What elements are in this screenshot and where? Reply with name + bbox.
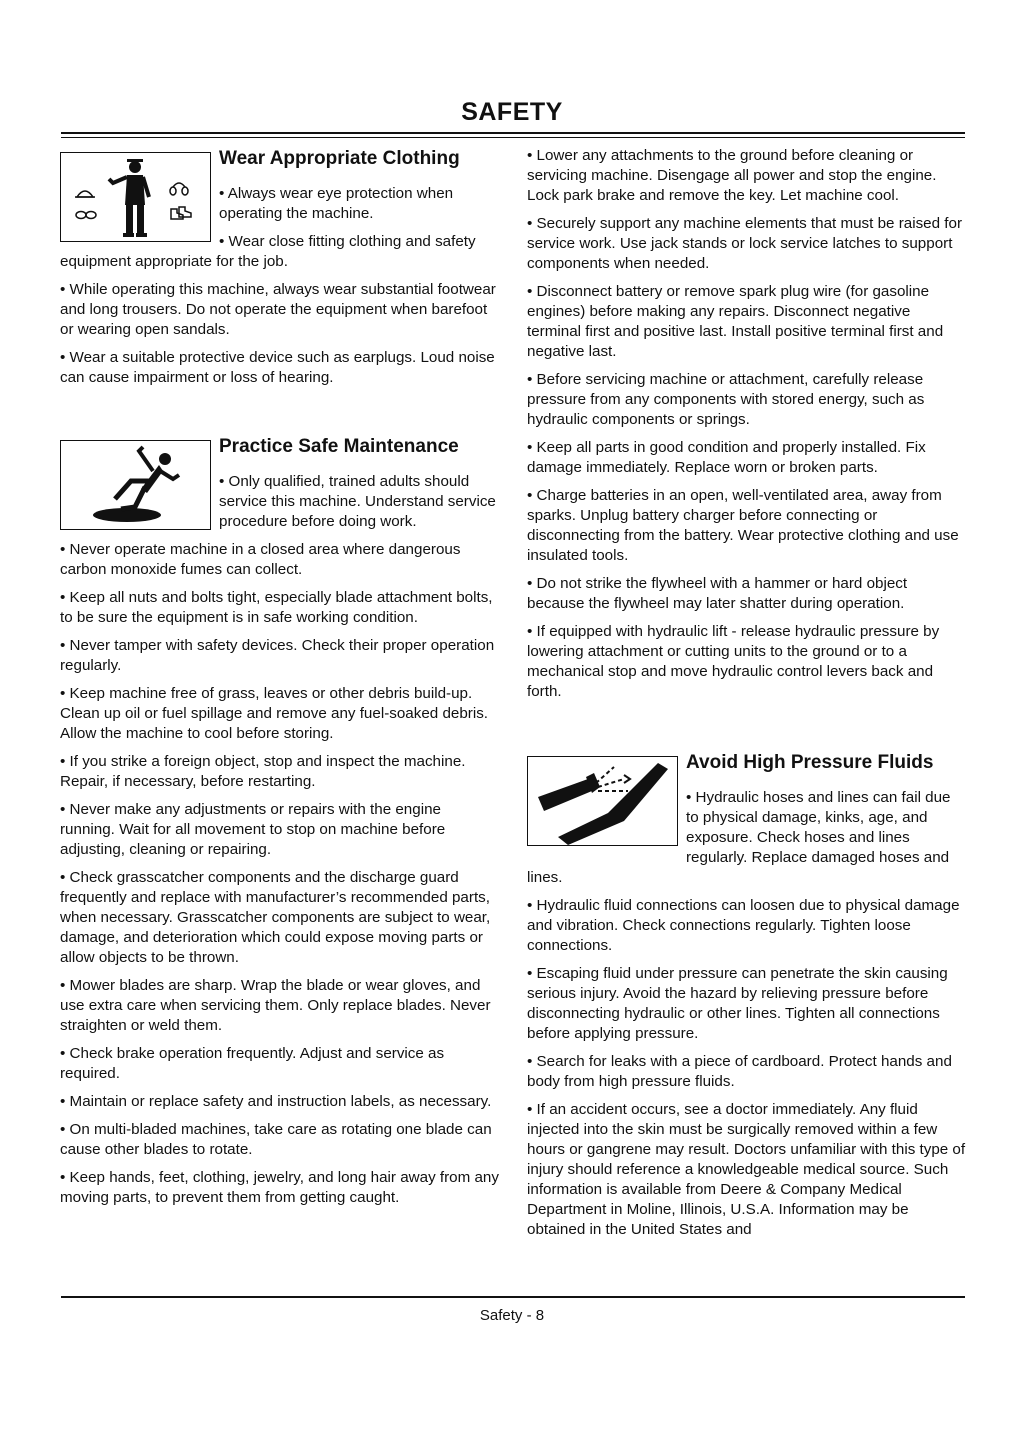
fluids-heading: Avoid High Pressure Fluids xyxy=(686,752,934,773)
high-pressure-fluid-hand-icon xyxy=(527,756,678,846)
maintenance-para: • Only qualified, trained adults should service this machine. Understand service procedure before doing work. xyxy=(219,473,496,530)
slipping-person-icon xyxy=(60,440,211,530)
maintenance-para: • Never operate machine in a closed area where dangerous carbon monoxide fumes can collect. xyxy=(60,541,461,578)
maintenance-para: • Check brake operation frequently. Adjust and service as required. xyxy=(60,1045,445,1082)
maintenance-para: • Never make any adjustments or repairs with the engine running. Wait for all movement to stop on machine before adjusting, cleaning or repairing. xyxy=(60,801,446,858)
footer-rule xyxy=(61,1296,965,1298)
page-footer: Safety - 8 xyxy=(479,1307,545,1324)
maintenance-para: • Keep machine free of grass, leaves or other debris build-up. Clean up oil or fuel spillage and remove any fuel-soaked debris. Allow the machine to cool before storing. xyxy=(60,685,489,742)
fluids-para: • Escaping fluid under pressure can penetrate the skin causing serious injury. Avoid the hazard by relieving pressure before disconnecting hydraulic or other lines. Tighten all connections before applying pressure. xyxy=(527,965,948,1042)
clothing-para: • Wear close fitting clothing and safety equipment appropriate for the job. xyxy=(60,233,476,270)
maintenance-para: • Never tamper with safety devices. Check their proper operation regularly. xyxy=(60,637,495,674)
maintenance-para: • Disconnect battery or remove spark plug wire (for gasoline engines) before making any repairs. Disconnect negative terminal first and positive last. Install positive terminal first and negative last. xyxy=(527,283,944,360)
clothing-section xyxy=(60,146,500,388)
maintenance-para: • Check grasscatcher components and the discharge guard frequently and replace with manufacturer’s recommended parts, when necessary. Grasscatcher components are subject to wear, damage, and deterioration which could expose moving parts or allow objects to be thrown. xyxy=(60,869,491,966)
clothing-heading: Wear Appropriate Clothing xyxy=(219,148,460,169)
maintenance-para: • If you strike a foreign object, stop and inspect the machine. Repair, if necessary, before restarting. xyxy=(60,753,466,790)
maintenance-para: • Mower blades are sharp. Wrap the blade or wear gloves, and use extra care when servicing them. Only replace blades. Never straighten or weld them. xyxy=(60,977,491,1034)
section-spacer xyxy=(527,710,967,750)
fluids-para: • Search for leaks with a piece of cardboard. Protect hands and body from high pressure fluids. xyxy=(527,1053,952,1090)
fluids-para: • Hydraulic fluid connections can loosen due to physical damage and vibration. Check connections regularly. Tighten loose connections. xyxy=(527,897,960,954)
maintenance-para: • Maintain or replace safety and instruction labels, as necessary. xyxy=(60,1093,492,1110)
maintenance-para: • Charge batteries in an open, well-ventilated area, away from sparks. Unplug battery charger before connecting or disconnecting from the battery. Wear protective clothing and use insulated tools. xyxy=(527,487,959,564)
maintenance-para: • Securely support any machine elements that must be raised for service work. Use jack stands or lock service latches to support components when needed. xyxy=(527,215,963,272)
maintenance-para: • Do not strike the flywheel with a hammer or hard object because the flywheel may later shatter during operation. xyxy=(527,575,908,612)
maintenance-heading: Practice Safe Maintenance xyxy=(219,436,459,457)
clothing-para: • While operating this machine, always wear substantial footwear and long trousers. Do not operate the equipment when barefoot or wearing open sandals. xyxy=(60,281,496,338)
maintenance-para: • Before servicing machine or attachment, carefully release pressure from any components with stored energy, such as hydraulic components or springs. xyxy=(527,371,925,428)
fluids-para: • If an accident occurs, see a doctor immediately. Any fluid injected into the skin must be surgically removed within a few hours or gangrene may result. Doctors unfamiliar with this type of injury should reference a knowledgeable medical source. Such information is available from Deere & Company Medical Department in Moline, Illinois, U.S.A. Information may be obtained in the United States and xyxy=(527,1101,966,1238)
left-column xyxy=(60,146,500,1216)
header-rule xyxy=(61,132,965,134)
maintenance-para: • Lower any attachments to the ground before cleaning or servicing machine. Disengage all power and stop the engine. Lock park brake and remove the key. Let machine cool. xyxy=(527,147,937,204)
maintenance-para: • If equipped with hydraulic lift - release hydraulic pressure by lowering attachment or cutting units to the ground or to a mechanical stop and move hydraulic control levers back and forth. xyxy=(527,623,940,700)
maintenance-para: • Keep all nuts and bolts tight, especially blade attachment bolts, to be sure the equipment is in safe working condition. xyxy=(60,589,493,626)
right-column xyxy=(527,146,967,1248)
header-rule-thin xyxy=(61,137,965,138)
maintenance-para: • Keep hands, feet, clothing, jewelry, and long hair away from any moving parts, to prevent them from getting caught. xyxy=(60,1169,499,1206)
page-title: SAFETY xyxy=(461,98,563,126)
clothing-para: • Always wear eye protection when operating the machine. xyxy=(219,185,454,222)
maintenance-para: • Keep all parts in good condition and properly installed. Fix damage immediately. Replace worn or broken parts. xyxy=(527,439,926,476)
maintenance-section xyxy=(60,434,500,1208)
fluids-section xyxy=(527,750,967,1240)
maintenance-para: • On multi-bladed machines, take care as rotating one blade can cause other blades to rotate. xyxy=(60,1121,492,1158)
clothing-para: • Wear a suitable protective device such as earplugs. Loud noise can cause impairment or loss of hearing. xyxy=(60,349,495,386)
protective-clothing-figure-icon xyxy=(60,152,211,242)
maintenance-continued xyxy=(527,146,967,702)
section-spacer xyxy=(60,396,500,434)
fluids-para: • Hydraulic hoses and lines can fail due to physical damage, kinks, age, and exposure. Check hoses and lines regularly. Replace damaged hoses and lines. xyxy=(527,789,951,886)
